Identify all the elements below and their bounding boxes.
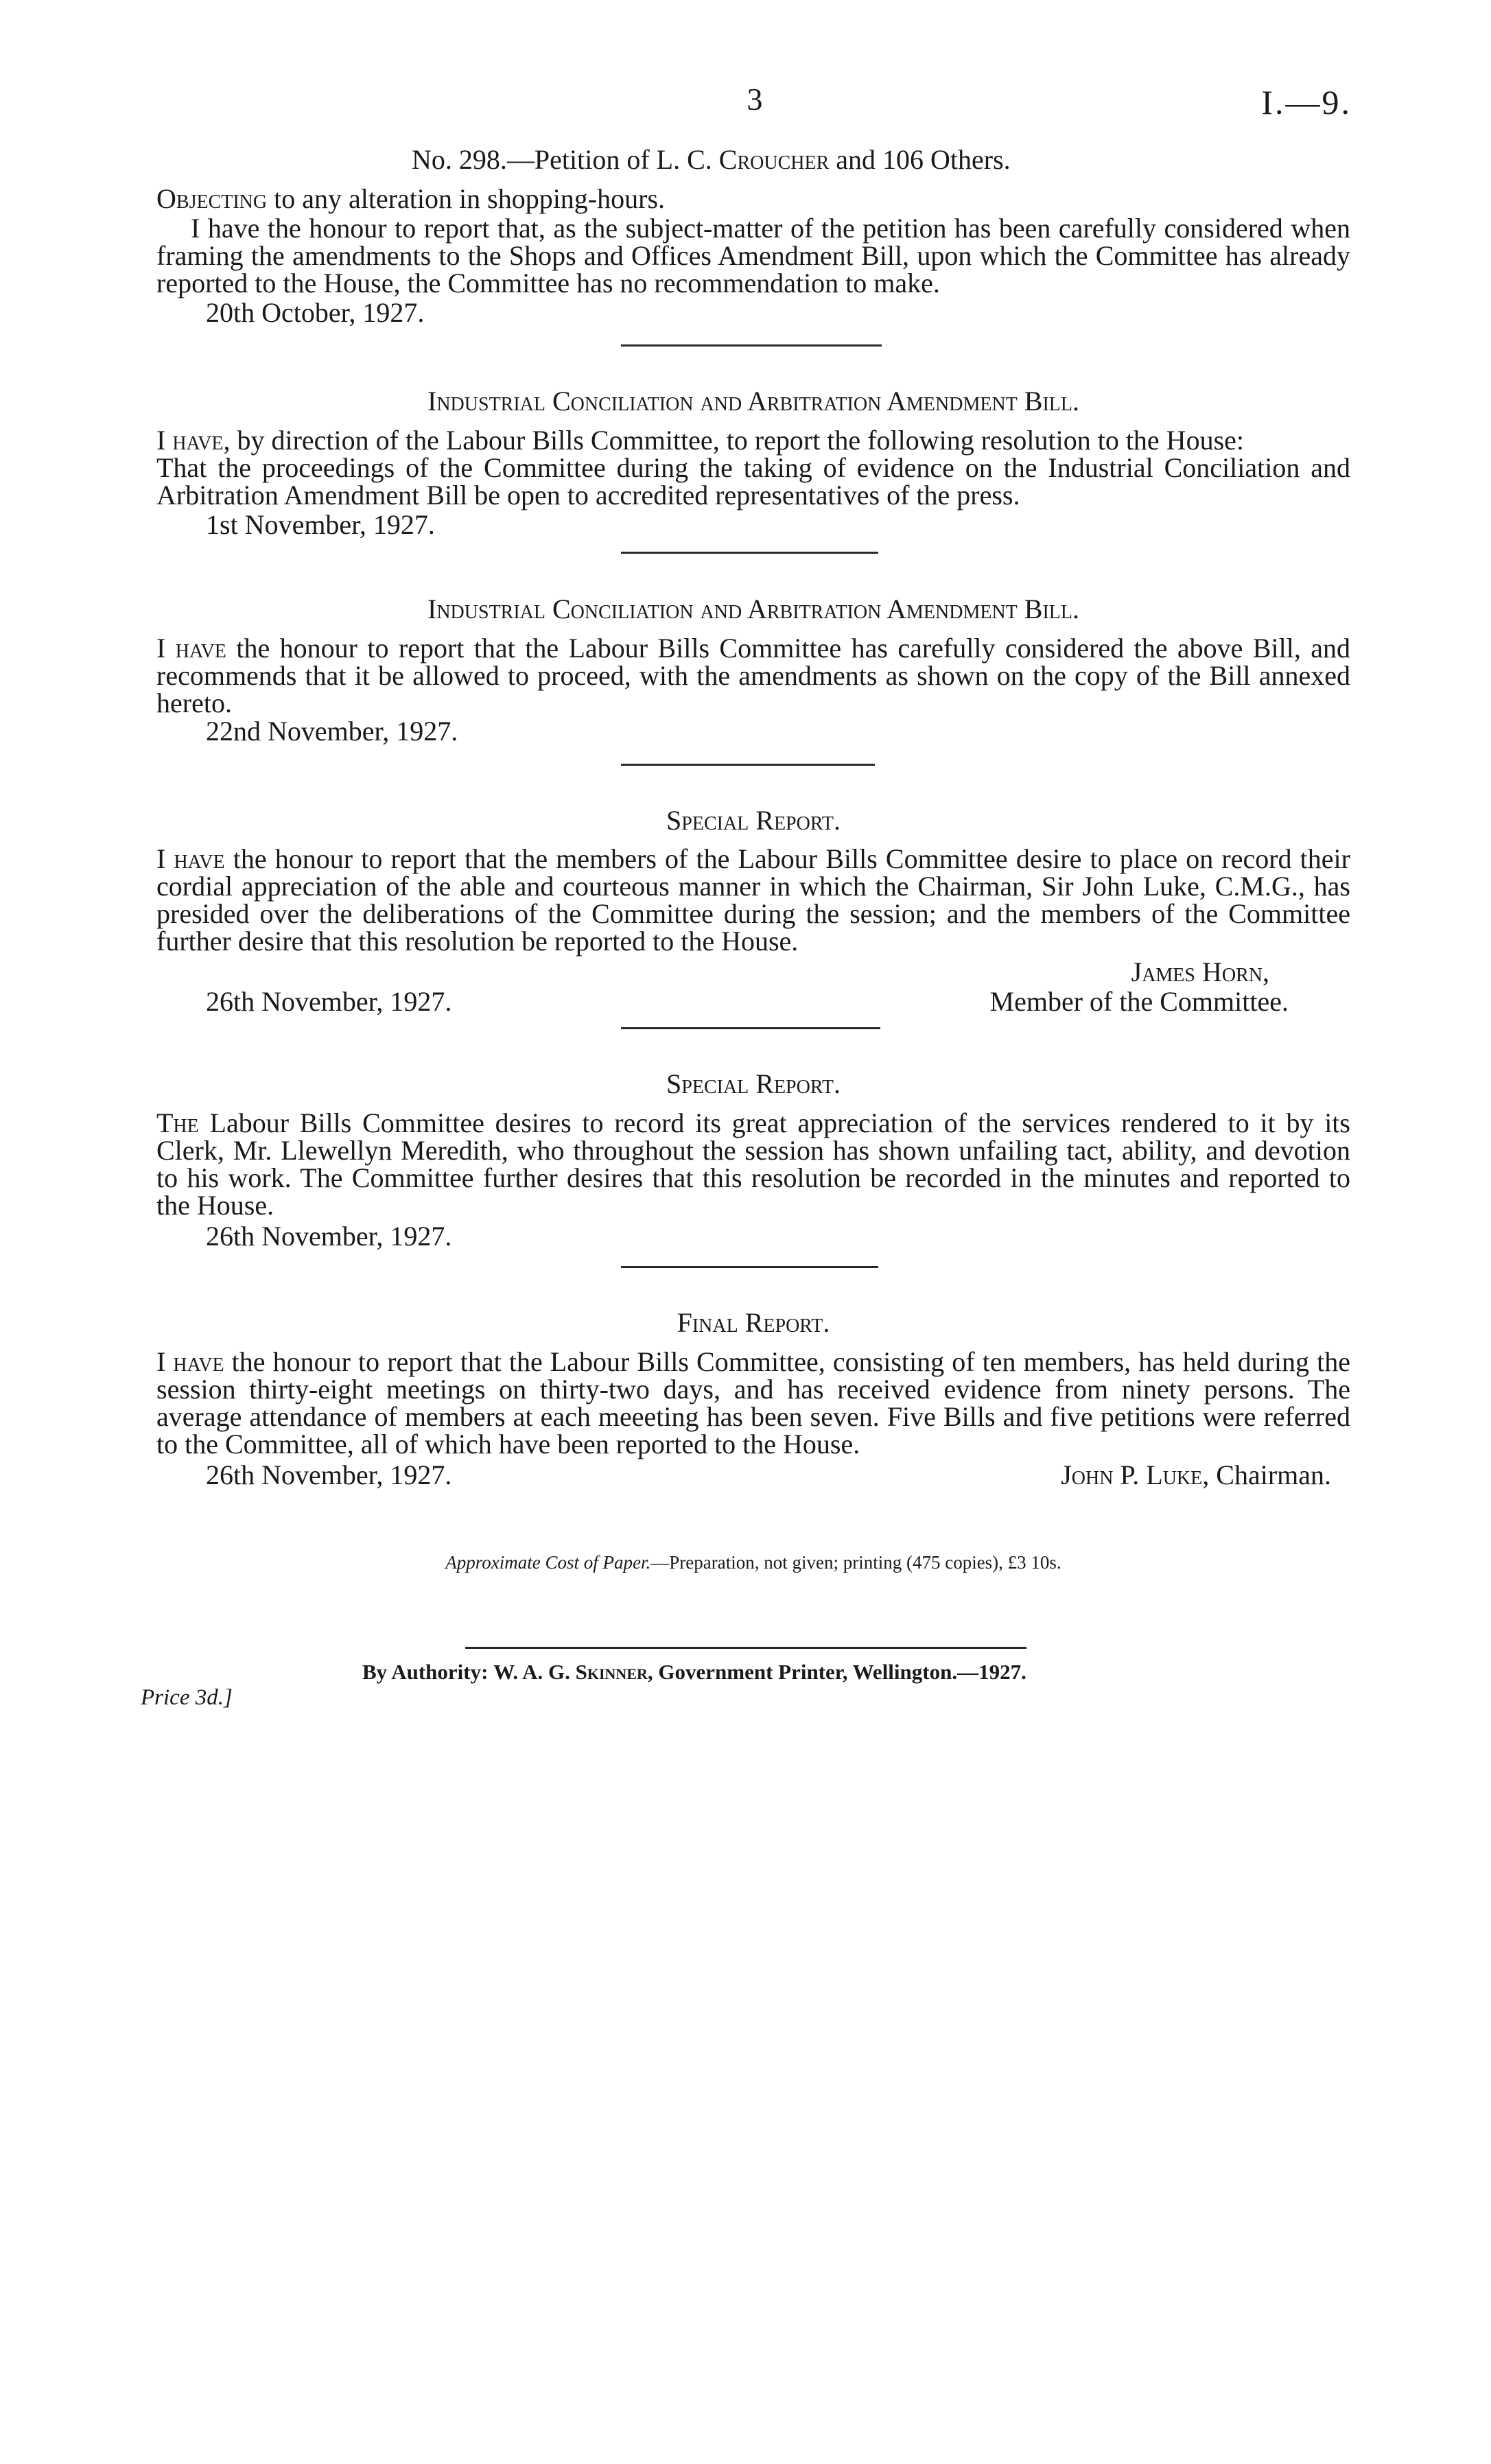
section-divider xyxy=(621,764,875,766)
petition-heading-prefix: No. 298.—Petition of L. C. xyxy=(412,144,719,175)
special1-text: the honour to report that the members of the Labour Bills Committee desire to place on record their cordial appreciation of the able and courteous manner in which the Chairman, Sir John Luke, C.M.G., has presided over the deliberations of the Committee during the session; and the members of the Committee further desire that this resolution be reported to the House. xyxy=(156,843,1350,957)
special2-text: Labour Bills Committee desires to record its great appreciation of the services rendered to it by its Clerk, Mr. Llewellyn Meredith, who throughout the session has shown unfailing tact, ability, and devotion to his work. The Committee further desires that this resolution be recorded in the minutes and reported to the House. xyxy=(156,1107,1350,1221)
special2-paragraph xyxy=(156,1107,1350,1221)
special1-signatory: James Horn, xyxy=(1131,957,1269,987)
cost-label: Approximate Cost of Paper. xyxy=(445,1552,651,1573)
authority-text: , Government Printer, Wellington.—1927. xyxy=(647,1660,1026,1684)
final-signatory-name: John P. Luke xyxy=(1061,1459,1203,1490)
objecting-word: Objecting xyxy=(156,183,268,214)
final-lead: I have xyxy=(156,1346,224,1377)
price: Price 3d.] xyxy=(141,1685,233,1710)
objecting-rest: to any alteration in shopping-hours. xyxy=(267,183,666,214)
final-signature xyxy=(1061,1459,1331,1490)
section-divider xyxy=(621,344,882,347)
petition-heading xyxy=(412,146,1235,174)
report1-date: 1st November, 1927. xyxy=(206,509,435,540)
special2-heading: Special Report. xyxy=(666,1068,841,1099)
special2-lead: The xyxy=(156,1107,199,1138)
final-paragraph xyxy=(156,1348,1350,1458)
final-heading: Final Report. xyxy=(677,1307,830,1338)
section-divider xyxy=(621,552,878,554)
final-text: the honour to report that the Labour Bills Committee, consisting of ten members, has held during the session thirty-eight meetings on thirty-two days, and has received evidence from ninety persons. The average attendance of members at each meeeting has been seven. Five Bills and five petitions were referred to the Committee, all of which have been reported to the House. xyxy=(156,1346,1350,1459)
petition-objection xyxy=(156,185,1350,213)
cost-text: —Preparation, not given; printing (475 copies), £3 10s. xyxy=(650,1552,1061,1573)
report2-date: 22nd November, 1927. xyxy=(206,716,458,747)
petition-heading-suffix: and 106 Others. xyxy=(829,144,1011,175)
document-reference: I.—9. xyxy=(1261,83,1352,121)
petitioner-name: Croucher xyxy=(718,144,830,175)
report2-heading: Industrial Conciliation and Arbitration Amendment Bill. xyxy=(427,594,1079,624)
report1-resolution: That the proceedings of the Committee during the taking of evidence on the Industrial Conciliation and Arbitration Amendment Bill be open to accredited representatives of the press. xyxy=(156,452,1350,511)
petition-date: 20th October, 1927. xyxy=(206,297,425,328)
petition-paragraph: I have the honour to report that, as the subject-matter of the petition has been carefully considered when framing the amendments to the Shops and Offices Amendment Bill, upon which the Committee has already reported to the House, the Committee has no recommendation to make. xyxy=(156,213,1350,298)
section-divider xyxy=(621,1266,878,1268)
report1-lead: I have xyxy=(156,425,224,456)
report1-heading: Industrial Conciliation and Arbitration Amendment Bill. xyxy=(427,386,1079,416)
special1-role: Member of the Committee. xyxy=(989,986,1289,1017)
special1-paragraph xyxy=(156,845,1350,955)
report2-lead: I have xyxy=(156,633,226,664)
authority-rule xyxy=(465,1647,1026,1649)
cost-of-paper xyxy=(156,1552,1350,1573)
special1-date-line xyxy=(156,988,1289,1016)
final-date: 26th November, 1927. xyxy=(206,1459,452,1490)
special1-lead: I have xyxy=(156,843,225,874)
report1-paragraph xyxy=(156,427,1350,454)
page-number: 3 xyxy=(747,82,763,117)
authority-line xyxy=(362,1661,1186,1684)
report2-text: the honour to report that the Labour Bills Committee has carefully considered the above Bill, and recommends that it be allowed to proceed, with the amendments as shown on the copy of the Bill annexed hereto. xyxy=(156,633,1350,718)
special2-date: 26th November, 1927. xyxy=(206,1221,452,1252)
authority-label: By Authority: xyxy=(362,1660,494,1684)
final-signatory-role: , Chairman. xyxy=(1202,1459,1331,1490)
final-date-line xyxy=(156,1459,1331,1490)
report2-paragraph xyxy=(156,635,1350,717)
special1-date: 26th November, 1927. xyxy=(206,986,452,1017)
special1-heading: Special Report. xyxy=(666,805,841,836)
section-divider xyxy=(621,1027,880,1029)
report1-text: , by direction of the Labour Bills Committee, to report the following resolution to the House: xyxy=(223,425,1245,456)
printer-name: W. A. G. Skinner xyxy=(493,1660,648,1684)
